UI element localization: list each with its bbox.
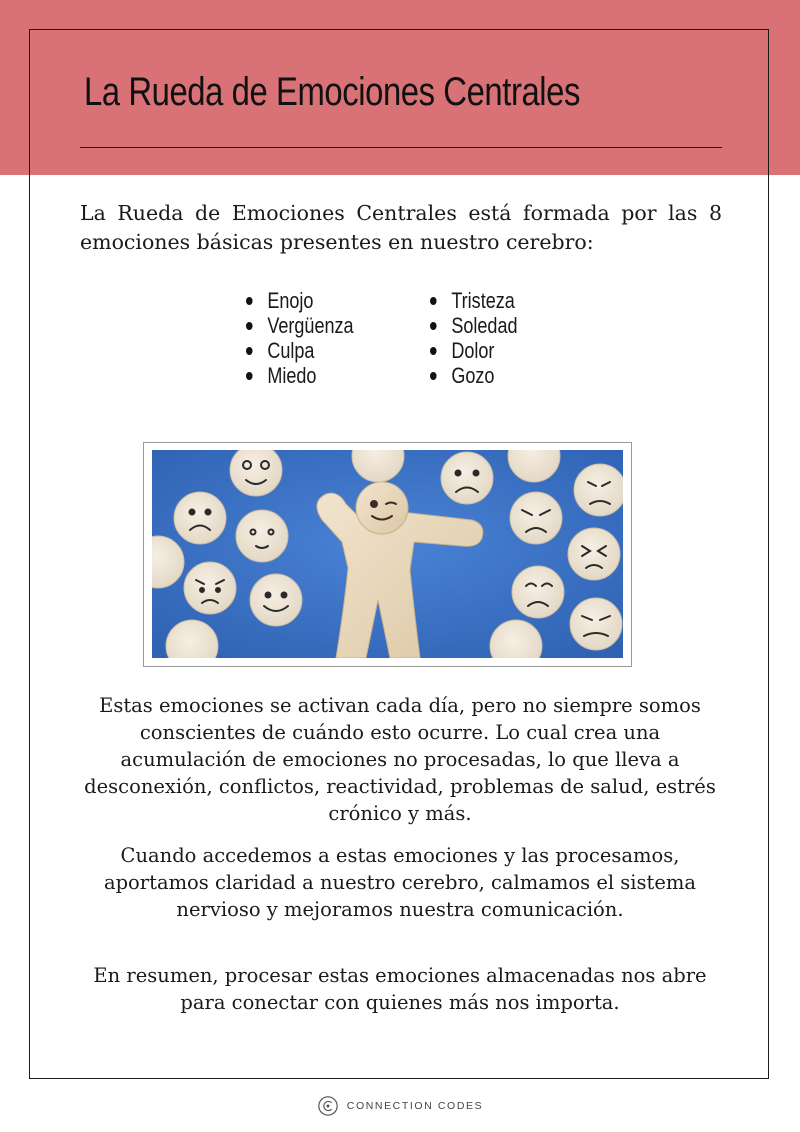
connection-codes-logo-icon <box>317 1095 339 1117</box>
bullet-icon <box>430 322 437 330</box>
bullet-icon <box>246 322 253 330</box>
list-item <box>430 313 518 338</box>
emotion-label: Enojo <box>267 288 314 313</box>
emotion-list-right <box>430 288 537 388</box>
bullet-icon <box>430 372 437 380</box>
bullet-icon <box>430 347 437 355</box>
list-item <box>430 288 518 313</box>
emotion-label: Tristeza <box>451 288 515 313</box>
list-item <box>430 338 518 363</box>
emotion-label: Vergüenza <box>267 313 354 338</box>
list-item <box>246 313 354 338</box>
page-title: La Rueda de Emociones Centrales <box>84 70 580 114</box>
bullet-icon <box>246 372 253 380</box>
emotion-label: Miedo <box>267 363 317 388</box>
paragraph-activation: Estas emociones se activan cada día, pero no siempre somos conscientes de cuándo esto ocurre. Lo cual crea una acumulación de emociones no procesadas, lo que lleva a desconexión, conflictos, reactividad, problemas de salud, estrés crónico y más. <box>84 694 716 825</box>
emotion-label: Soledad <box>451 313 518 338</box>
emotion-label: Culpa <box>267 338 315 363</box>
footer <box>0 1094 800 1118</box>
list-item <box>246 288 354 313</box>
bullet-icon <box>430 297 437 305</box>
bullet-icon <box>246 347 253 355</box>
list-item <box>246 338 354 363</box>
emotion-label: Gozo <box>451 363 495 388</box>
list-item <box>430 363 518 388</box>
intro-text: La Rueda de Emociones Centrales está formada por las 8 emociones básicas presentes en nuestro cerebro: <box>80 201 722 254</box>
emotion-faces-photo <box>152 450 623 658</box>
paragraph-processing: Cuando accedemos a estas emociones y las procesamos, aportamos claridad a nuestro cerebro, calmamos el sistema nervioso y mejoramos nuestra comunicación. <box>103 844 697 921</box>
emotion-list-left <box>246 288 377 388</box>
footer-brand: CONNECTION CODES <box>346 1100 484 1112</box>
emotion-label: Dolor <box>451 338 495 363</box>
list-item <box>246 363 354 388</box>
bullet-icon <box>246 297 253 305</box>
paragraph-summary: En resumen, procesar estas emociones almacenadas nos abre para conectar con quienes más nos importa. <box>93 964 707 1014</box>
title-divider <box>80 147 722 148</box>
